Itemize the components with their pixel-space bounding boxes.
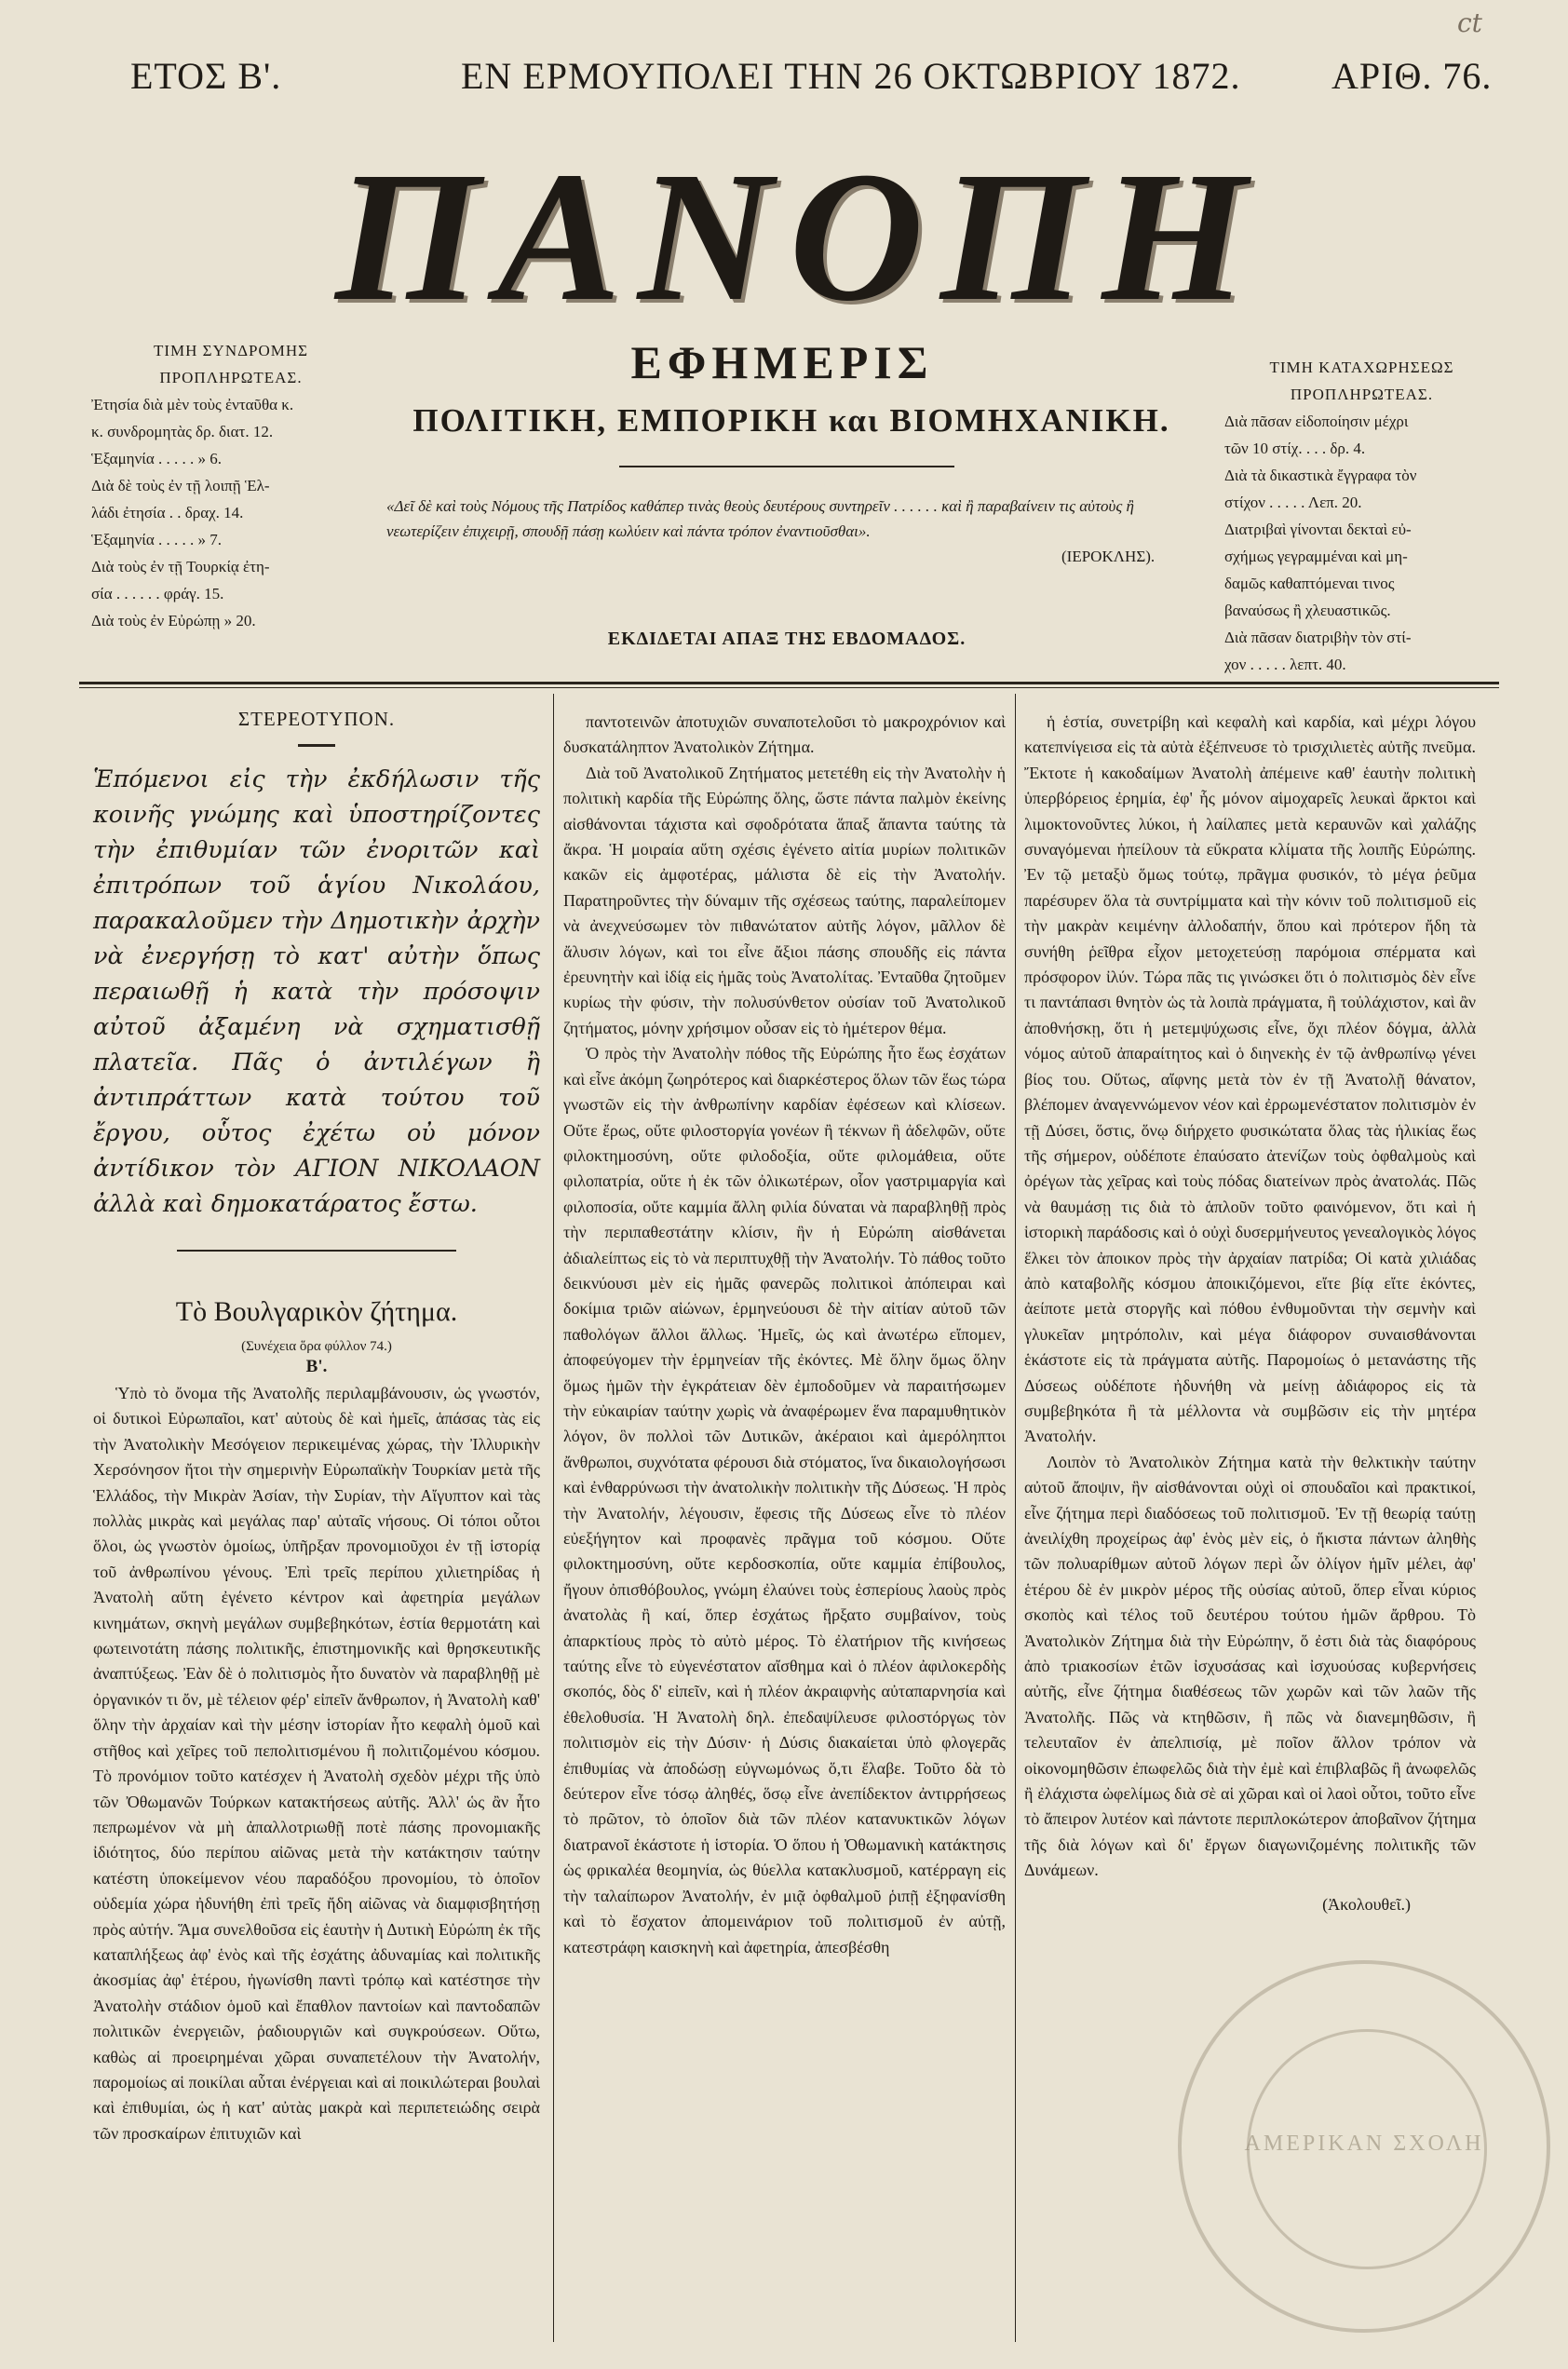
subscription-lines	[91, 391, 371, 634]
motto-text: «Δεῖ δὲ καὶ τοὺς Νόμους τῆς Πατρίδος καθάπερ τινὰς θεοὺς δευτέρους συντηρεῖν . . . . . . καὶ ἢ παραβαίνειν τις αὐτοὺς ἢ νεωτερίζειν ἐπιχειρῇ, σπουδῇ πάσῃ κωλύειν καὶ πάντα τρόπον ἐναντιοῦσθαι».	[386, 497, 1134, 540]
article-part: Β'.	[305, 1357, 328, 1376]
section-rule	[177, 1250, 456, 1252]
subscription-subtitle: ΠΡΟΠΛΗΡΩΤΕΑΣ.	[159, 369, 303, 386]
price-line: Διὰ δὲ τοὺς ἐν τῇ λοιπῇ Ἑλ-	[91, 477, 270, 494]
price-line: Ἐτησία διὰ μὲν τοὺς ἐνταῦθα κ.	[91, 396, 294, 413]
column-divider-1	[553, 694, 554, 2342]
stereotype-text: Ἑπόμενοι εἰς τὴν ἐκδήλωσιν τῆς κοινῆς γνώμης καὶ ὑποστηρίζοντες τὴν ἐπιθυμίαν τῶν ἐνοριτῶν καὶ ἐπιτρόπων τοῦ ἁγίου Νικολάου, παρακαλοῦμεν τὴν Δημοτικὴν ἀρχὴν νὰ ἐνεργήσῃ τὸ κατ' αὐτὴν ὅπως περαιωθῇ ἡ κατὰ τὴν πρόσοψιν αὐτοῦ ἀξαμένη νὰ σχηματισθῇ πλατεῖα. Πᾶς ὁ ἀντιλέγων ἢ ἀντιπράττων κατὰ τούτου τοῦ ἔργου, οὗτος ἐχέτω οὐ μόνον ἀντίδικον τὸν ΑΓΙΟΝ ΝΙΚΟΛΑΟΝ ἀλλὰ καὶ δημοκατάρατος ἔστω.	[93, 765, 540, 1218]
price-line: Διὰ πᾶσαν εἰδοποίησιν μέχρι	[1224, 413, 1409, 430]
stereotype-dash	[298, 744, 335, 747]
header-rule	[79, 682, 1499, 684]
advert-lines	[1224, 408, 1499, 678]
advert-subtitle: ΠΡΟΠΛΗΡΩΤΕΑΣ.	[1290, 386, 1434, 403]
article-paragraph: παντοτεινῶν ἀποτυχιῶν συναποτελοῦσι τὸ μακροχρόνιον καὶ δυσκατάληπτον Ἀνατολικὸν Ζήτημα.	[563, 712, 1006, 757]
article-paragraph: Ὁ πρὸς τὴν Ἀνατολὴν πόθος τῆς Εὐρώπης ἦτο ἕως ἐσχάτων καὶ εἶνε ἀκόμη ζωηρότερος καὶ διαρκέστερος ὅλων τῶν ἕως τώρα γνωστῶν εἰς τὴν ἀνθρωπίνην καρδίαν ἐφέσεων καὶ κλίσεων. Οὔτε ἔρως, οὔτε φιλοστοργία γονέων ἢ τέκνων ἢ ἀδελφῶν, οὔτε φιλοκτημοσύνη, οὔτε φιλοδοξία, οὔτε φιλομάθεια, οὔτε φιλοπατρία, οὔτε ἡ ἐκ τῶν ὀλικωτέρων, οἷον γαστριμαργία καὶ φιλοποσία, οὔτε καμμία ἄλλη φιλία δύναται νὰ παραβληθῇ πρὸς τὴν περιπαθεστάτην κλίσιν, ἣν ἡ Εὐρώπη αἰσθάνεται ἀδιαλείπτως εἰς τὸ νὰ περιπτυχθῇ τὴν Ἀνατολήν. Τὸ πάθος τοῦτο δεικνύουσι μὲν εἰς ἡμᾶς φανερῶς πολιτικοὶ ἀπόπειραι καὶ δοκίμια τριῶν αἰώνων, ἑρμηνεύουσι δὲ τὴν αἰτίαν αὐτοῦ τῶν παθολόγων ἄλλοι ἄλλως. Ἡμεῖς, ὡς καὶ ἀνωτέρω εἴπομεν, ἀποφεύγομεν τὴν ἑρμηνείαν τῆς ἐκόντες. Μὲ ὅλην ὅμως ὅλην ὅμως ἡμῶν τὴν ἐγκράτειαν δὲν ἐμποδοῦμεν νὰ παραιτήσωμεν τὴν εὐκαιρίαν ταύτην χωρὶς νὰ ἀναφέρωμεν ἕνα παραμυθητικὸν λόγον, ὃν πολλοὶ τῶν Δυτικῶν, ἀκέραιοι καὶ ἀμερόληπτοι ἄνθρωποι, συχνότατα φέρουσι διὰ στόματος, ἵνα δικαιολογήσωσι καὶ ἐνθαρρύνωσι τὴν ἀνατολικὴν πολιτικὴν τῆς Δύσεως. Ἡ πρὸς τὴν Ἀνατολήν, λέγουσιν, ἔφεσις τῆς Δύσεως εἶνε τὸ πλέον εὐεξήγητον καὶ προφανὲς πρᾶγμα τοῦ κόσμου. Οὔτε φιλοκτημοσύνη, οὔτε κερδοσκοπία, οὔτε καμμία ἐπίβουλος, ἤγουν ὀπισθόβουλος, γνώμη ἐλαύνει τοὺς ἑσπερίους λαοὺς πρὸς ἀνατολὰς ἢ καί, ὅπερ ἐσχάτως ἤρξατο συμβαίνον, τοὺς ἀπαρκτίους πρὸς τὸ αὐτὸ μέρος. Τὸ ἐλατήριον τῆς κινήσεως ταύτης εἶνε τὸ εὐγενέστατον αἴσθημα καὶ ὁ πλέον ἀφιλοκερδὴς σκοπός, δὸς δ' εἰπεῖν, καὶ ἡ πλέον ἀκραιφνὴς αὐταπαρνησία καὶ ἐθελοθυσία. Ἡ Ἀνατολὴ δηλ. ἐπεδαψίλευσε φιλοστόργως τὸν πολιτισμὸν εἰς τὴν Δύσιν· ἡ Δύσις διακαίεται ὑπὸ φλογερᾶς ἐπιθυμίας νὰ ἀποδώσῃ εὐγνωμόνως ὅ,τι ἔλαβε. Τοῦτο δὰ τὸ δεύτερον εἶνε τόσῳ ἀληθές, ὅσῳ εἶνε ἀνεπίδεκτον ἀντιρρήσεως τὸ πρῶτον, τὸ ὁποῖον διὰ τῶν πλέον κατανυκτικῶν λόγων διατρανοῖ ἑκάστοτε ἡ ἱστορία. Ὁ ὅπου ἡ Ὀθωμανικὴ κατάκτησις ὡς φρικαλέα θεομηνία, ὡς θύελλα κατακλυσμοῦ, κατέρραγη εἰς τὴν ταλαίπωρον Ἀνατολήν, ἐν μιᾷ ὀφθαλμοῦ ῥιπῇ ἐξηφανίσθη καὶ τὸ ἔσχατον ἀπομεινάριον τοῦ πολιτισμοῦ ἐν αὐτῇ, κατεστράφη καισκηνὴ καὶ ἀφετηρία, ἀπεσβέσθη	[563, 1044, 1006, 1956]
column-divider-2	[1015, 694, 1016, 2342]
subscription-title: ΤΙΜΗ ΣΥΝΔΡΟΜΗΣ	[153, 342, 309, 359]
article-column-3	[1024, 710, 1476, 1884]
price-line: Διὰ τὰ δικαστικὰ ἔγγραφα τὸν	[1224, 467, 1417, 484]
place-date: ΕΝ ΕΡΜΟΥΠΟΛΕΙ ΤΗΝ 26 ΟΚΤΩΒΡΙΟΥ 1872.	[461, 55, 1241, 97]
article-paragraph: ἡ ἑστία, συνετρίβη καὶ κεφαλὴ καὶ καρδία, καὶ μέχρι λόγου κατεπνίγεισα εἰς τὰ αὐτὰ ἐξέπνευσε τὸ τρισχιλιετὲς αὐτῆς πνεῦμα. Ἔκτοτε ἡ κακοδαίμων Ἀνατολὴ ἀπέμεινε καθ' ἑαυτὴν πολιτικὴ ὑπερβόρειος ἐρημία, ἐφ' ἧς μόνον αἱμοχαρεῖς λευκαὶ ἄρκτοι καὶ λιμοκτονοῦντες λύκοι, ἡ λαίλαπες μετὰ κεραυνῶν καὶ χαλάζης συναγόμεναι ἠπείλουν τὰ εὔκρατα κλίματα τῆς λοιπῆς Εὐρώπης. Ἐν τῷ μεταξὺ ὅμως τούτῳ, πρᾶγμα φυσικόν, τὸ μέγα ῥεῦμα παρέσυρεν ὅλα τὰ συντρίμματα καὶ τὴν κόνιν τοῦ πολιτισμοῦ εἰς τὴν μακρὰν κειμένην ἀλλοδαπήν, ὅπου καὶ πρότερον ἤδη τὰ συνήθη ῥεῖθρα εἶχον μετοχετεύσῃ παρόμοια σπέρματα καὶ πρόσφορον ἰλύν. Τώρα πᾶς τις γινώσκει ὅτι ὁ πολιτισμὸς δὲν εἶνε τι παντάπασι θνητὸν ὡς τὰ λοιπὰ πράγματα, ἢ τοὐλάχιστον, καὶ ἂν ἀποθνήσκῃ, ὅτι ἡ μετεμψύχωσις εἶνε, ὄχι πλέον δόγμα, ἀλλὰ νόμος αὐτοῦ ἀπαραίτητος καὶ ὁ διηνεκὴς ἐν τῷ ἀνθρωπίνῳ γένει βίος του. Οὕτως, αἴφνης μετὰ τὸν ἐν τῇ Ἀνατολῇ θάνατον, βλέπομεν ἀναγεννώμενον νέον καὶ ἐρρωμενέστατον πολιτισμὸν ἐν τῇ Δύσει, ὅστις, ὅνῳ διήρχετο φυσικώτατα ὅλας τὰς ἡλικίας ἕως τῆς σήμερον, οὐδέποτε ἐπαύσατο ἀτενίζων τοὺς ὀφθαλμοὺς καὶ ὀρέγων τὰς χεῖρας καὶ τοὺς πόδας διατείνων πρὸς ἀνατολάς. Πῶς νὰ θαυμάσῃ τις διὰ τὸ ἁπλοῦν τοῦτο φαινόμενον, ὅτι καὶ ἡ ἱστορικὴ παράδοσις καὶ ὁ οὐχὶ δυσερμήνευτος γενεαλογικὸς λόγος ἕλκει τὸν ἀποικον πρὸς τὴν ἀρχαίαν πατρίδα; Οἱ κατὰ χιλιάδας ἀπὸ καταβολῆς κόσμου ἀποικιζόμενοι, εἴτε βίᾳ εἴτε ἑκόντες, ἀείποτε μετὰ στοργῆς καὶ πόθου ἐνθυμοῦνται τὴν σεμνὴν καὶ γλυκεῖαν μητρόπολιν, καὶ μέγα διάφορον συναισθάνονται ἑκάστοτε εἰς τὰ πράγματα αὐτῆς. Παρομοίως ὁ μετανάστης τῆς Δύσεως οὐδέποτε ἠδυνήθη νὰ μείνῃ ἀδιάφορος εἰς τὰ συμβεβηκότα ἢ τὰ μέλλοντα νὰ συμβῶσιν εἰς τὴν μητέρα Ἀνατολήν.	[1024, 712, 1476, 1446]
article-column-1	[93, 1381, 540, 2146]
advert-title: ΤΙΜΗ ΚΑΤΑΧΩΡΗΣΕΩΣ	[1269, 359, 1454, 376]
price-line: βαναύσως ἢ χλευαστικῶς.	[1224, 602, 1391, 619]
masthead-title: ΠΑΝΟΠΗ	[335, 134, 1264, 340]
article-paragraph: Διὰ τοῦ Ἀνατολικοῦ Ζητήματος μετετέθη εἰς τὴν Ἀνατολὴν ἡ πολιτικὴ καρδία τῆς Εὐρώπης ὅλης, ὥστε πάντα παλμὸν ἐκείνης αἰσθάνονται τάχιστα καὶ σφοδρότατα ἅπαξ ἅπαντα ταύτης τὰ ἄκρα. Ἡ μοιραία αὕτη σχέσις ἐγένετο αἰτία μυρίων πολιτικῶν κακῶν εἰς ἀμφοτέρας, μάλιστα δὲ εἰς τὴν Ἀνατολήν. Παρατηροῦντες τὴν δύναμιν τῆς σχέσεως ταύτης, παραλείπομεν νὰ ἀνεχνεύσωμεν τὸν πιθανώτατον αὐτῆς λόγον, μᾶλλον δὲ ἄλυσιν λόγων, καὶ τοι εἶνε ἄξιοι πάσης σπουδῆς εἰς πάντα ἐρευνητὴν καὶ ἰδίᾳ εἰς ἡμᾶς τοὺς Ἀνατολίτας. Ἐνταῦθα ζητοῦμεν κυρίως τὴν φύσιν, τὴν πολυσύνθετον οὐσίαν τοῦ Ἀνατολικοῦ ζητήματος, μόνην χρήσιμον οὖσαν εἰς τὸ ἡμέτερον θέμα.	[563, 763, 1006, 1037]
price-line: χον . . . . . λεπτ. 40.	[1224, 656, 1346, 673]
price-line: λάδι ἐτησία . . δραχ. 14.	[91, 504, 244, 521]
subtitle-rule	[619, 466, 954, 467]
article-title: Τὸ Βουλγαρικὸν ζήτημα.	[175, 1296, 458, 1327]
issued-weekly: ΕΚΔΙΔΕΤΑΙ ΑΠΑΞ ΤΗΣ ΕΒΔΟΜΑΔΟΣ.	[607, 629, 966, 649]
motto-source: (ΙΕΡΟΚΛΗΣ).	[1061, 548, 1156, 565]
price-line: Διὰ πᾶσαν διατριβὴν τὸν στί-	[1224, 629, 1412, 646]
price-line: Διὰ τοὺς ἐν τῇ Τουρκίᾳ ἐτη-	[91, 558, 270, 575]
issue-number: ΑΡΙΘ. 76.	[1331, 55, 1493, 97]
price-line: Ἑξαμηνία . . . . . » 7.	[91, 531, 222, 548]
price-line: στίχον . . . . . Λεπ. 20.	[1224, 494, 1362, 511]
price-line: Διὰ τοὺς ἐν Εὐρώπῃ » 20.	[91, 612, 256, 629]
stereotype-heading: ΣΤΕΡΕΟΤΥΠΟΝ.	[237, 708, 396, 730]
price-line: σχήμως γεγραμμέναι καὶ μη-	[1224, 548, 1408, 565]
subtitle-newspaper: ΕΦΗΜΕΡΙΣ	[630, 336, 934, 388]
subscription-box	[91, 337, 371, 634]
corner-mark: ct	[1457, 7, 1482, 38]
article-paragraph: Ὑπὸ τὸ ὄνομα τῆς Ἀνατολῆς περιλαμβάνουσιν, ὡς γνωστόν, οἱ δυτικοὶ Εὐρωπαῖοι, κατ' αὐτοὺς δὲ καὶ ἡμεῖς, ἁπάσας τὰς εἰς τὴν Ἀνατολικὴν Μεσόγειον περικειμένας χώρας, τὴν Ἰλλυρικὴν Χερσόνησον ἤτοι τὴν σημερινὴν Εὐρωπαϊκὴν Τουρκίαν μετὰ τῆς Ἑλλάδος, τὴν Μικρὰν Ἀσίαν, τὴν Συρίαν, τὴν Αἴγυπτον καὶ τὰς πολλὰς μικρὰς καὶ μεγάλας παρ' αὐταῖς νήσους. Οἱ τόποι οὗτοι ὅλοι, ὡς γνωστὸν ὁμοίως, ὑπῆρξαν προνομιοῦχοι ἐν τῇ ἱστορίᾳ τοῦ ἀνθρωπίνου γένους. Ἐπὶ τρεῖς περίπου χιλιετηρίδας ἡ Ἀνατολὴ αὕτη ἐγένετο κέντρον καὶ ἀφετηρία μεγάλων κινημάτων, σκηνὴ μεγάλων συμβεβηκότων, ἑστία θερμοτάτη καὶ φωτεινοτάτη πάσης πολιτικῆς, ἐπιστημονικῆς καὶ θρησκευτικῆς ἀναπτύξεως. Ἐὰν δὲ ὁ πολιτισμὸς ἦτο δυνατὸν νὰ παραβληθῇ μὲ ὀργανικόν τι ὄν, μὲ τέλειον φέρ' εἰπεῖν ἄνθρωπον, ἡ Ἀνατολὴ καθ' ὅλην τὴν ἀρχαίαν καὶ τὴν μέσην ἱστορίαν ἦτο κεφαλὴ ὁμοῦ καὶ στῆθος καὶ χεῖρες τοῦ πεπολιτισμένου ἢ πολιτιζομένου κόσμου. Τὸ προνόμιον τοῦτο κατέσχεν ἡ Ἀνατολὴ σχεδὸν μέχρι τῆς ὑπὸ τῶν Ὀθωμανῶν Τούρκων κατακτήσεως αὐτῆς. Ἀλλ' ὡς ἂν ἦτο πεπρωμένον νὰ μὴ ἀπαλλοτριωθῇ ποτὲ πάσης προνομιακῆς ἰδιότητος, δύο περίπου αἰῶνας μετὰ τὴν κατάκτησιν ταύτην κατέστη ὑποκείμενον νέου παραδόξου προνομίου, τὸ ὁποῖον οὐδεμία χώρα ἠδυνήθη ἐπὶ τρεῖς ἤδη αἰῶνας νὰ διαμφισβητήσῃ πρὸς αὐτήν. Ἅμα συνελθοῦσα εἰς ἑαυτὴν ἡ Δυτικὴ Εὐρώπη ἐκ τῆς καταπλήξεως ἀφ' ἑνὸς καὶ τῆς ἐσχάτης ἀδυναμίας καὶ πολιτικῆς ἀκοσμίας ἀφ' ἑτέρου, ἠγωνίσθη παντὶ τρόπῳ καὶ κατέστησε τὴν Ἀνατολὴν στάδιον ὁμοῦ καὶ ἔπαθλον παντοίων καὶ παντοδαπῶν πολιτικῶν ἐνεργειῶν, ῥαδιουργιῶν καὶ συγκρούσεων. Οὕτω, καθὼς αἱ προειρημέναι χῶραι συναπετέλουν τὴν Ἀνατολήν, παρομοίως αἱ ποικίλαι αὗται ἐνέργειαι καὶ αἱ ποικιλώτεραι βουλαὶ καὶ ἐπιθυμίαι, ὡς ἡ κατ' αὐτὰς μακρὰ καὶ περιπετειώδης σειρὰ τῶν προσκαίρων ἐπιτυχιῶν καὶ	[93, 1384, 540, 2143]
header-rule-thin	[79, 687, 1499, 688]
price-line: Διατριβαὶ γίνονται δεκταὶ εὐ-	[1224, 521, 1412, 538]
motto	[386, 494, 1196, 544]
column-1	[93, 708, 540, 2146]
article-column-2	[563, 710, 1006, 1960]
price-line: τῶν 10 στίχ. . . . δρ. 4.	[1224, 440, 1366, 457]
column-3	[1024, 710, 1476, 1915]
article-continuation: (Συνέχεια ὅρα φύλλον 74.)	[241, 1339, 392, 1354]
price-line: κ. συνδρομητὰς δρ. διατ. 12.	[91, 423, 274, 440]
price-line: σία . . . . . . φράγ. 15.	[91, 585, 224, 602]
price-line: δαμῶς καθαπτόμεναι τινος	[1224, 575, 1395, 592]
stamp-text: ΑΜΕΡΙΚΑΝ ΣΧΟΛΗ	[1244, 2132, 1484, 2156]
article-paragraph: Λοιπὸν τὸ Ἀνατολικὸν Ζήτημα κατὰ τὴν θελκτικὴν ταύτην αὐτοῦ ἄποψιν, ἣν αἰσθάνονται οὐχὶ οἱ σπουδαῖοι καὶ πρακτικοί, εἶνε ζήτημα περὶ διαδόσεως τοῦ πολιτισμοῦ. Ἐν τῇ θεωρίᾳ ταύτῃ ἀνειλίχθη προχείρως ἀφ' ἑνὸς μὲν εἰς, ὁ ἥκιστα πάντων ἀληθὴς τῶν πολυαρίθμων αὐτοῦ λόγων περὶ ὧν ὀλίγον ἡμῖν μέλει, ἀφ' ἑτέρου δὲ ἐν μικρὸν μέρος τῆς οὐσίας αὐτοῦ, ὅπερ εἶναι κύριος σκοπὸς καὶ τέλος τοῦ δευτέρου τούτου ἡμῶν ἄρθρου. Τὸ Ἀνατολικὸν Ζήτημα διὰ τὴν Εὐρώπην, ὅ ἐστι διὰ τὰς διαφόρους ἀπὸ τριακοσίων ἐτῶν ἰσχυσάσας καὶ ἰσχυούσας κυβερνήσεις αὐτῆς, εἶνε ζήτημα διαθέσεως τῶν χωρῶν καὶ τῶν λαῶν τῆς Ἀνατολῆς. Πῶς νὰ κτηθῶσιν, ἢ πῶς νὰ διανεμηθῶσιν, ἢ τελευταῖον ἐν ἀπελπισίᾳ, μὲ ποῖον ἄλλον τρόπον νὰ οἰκονομηθῶσιν ἐπωφελῶς διὰ τὴν ἐμὲ καὶ ἐπιβλαβῶς ἢ ἀνωφελῶς ἢ ἐλάχιστα ὠφελίμως διὰ σὲ αἱ χῶραι καὶ οἱ λαοὶ οὗτοι, τοῦτο εἶνε τὸ ἄπειρον λυτέον καὶ πάντοτε περιπλοκώτερον ἀποβαῖνον ζήτημα τῆς διὰ λόγων καὶ δι' ἔργων διαγωνιζομένης πολιτικῆς τῶν Δυνάμεων.	[1024, 1452, 1476, 1880]
column-2	[563, 710, 1006, 1960]
advert-box	[1224, 354, 1499, 678]
year-label: ΕΤΟΣ Β'.	[130, 55, 282, 97]
article-closing: (Ἀκολουθεῖ.)	[1322, 1894, 1411, 1914]
subtitle-topics: ΠΟΛΙΤΙΚΗ, ΕΜΠΟΡΙΚΗ και ΒΙΟΜΗΧΑΝΙΚΗ.	[412, 402, 1170, 439]
library-stamp	[1178, 1960, 1550, 2333]
price-line: Ἑξαμηνία . . . . . » 6.	[91, 450, 222, 467]
